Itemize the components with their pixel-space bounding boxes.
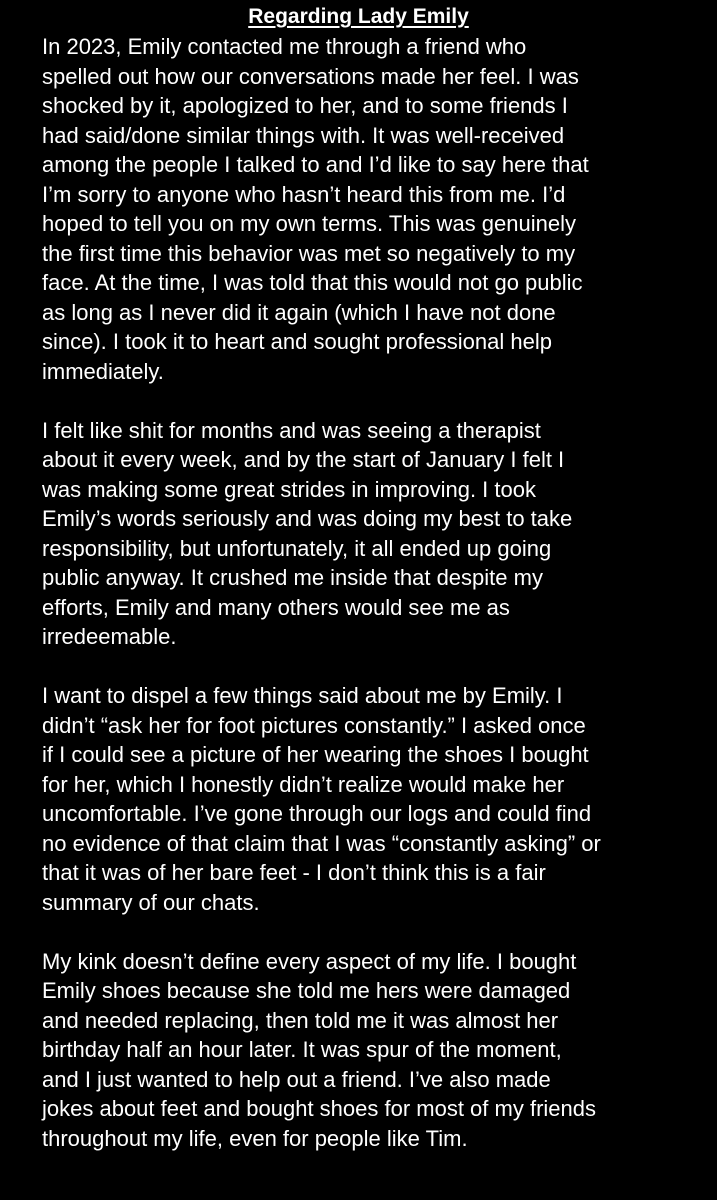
paragraph-line: that it was of her bare feet - I don’t think this is a fair bbox=[42, 860, 546, 885]
paragraph-line: summary of our chats. bbox=[42, 889, 260, 915]
paragraph-line: among the people I talked to and I’d like to say here that bbox=[42, 152, 589, 177]
paragraph-4 bbox=[42, 947, 695, 1154]
paragraph-line: In 2023, Emily contacted me through a friend who bbox=[42, 34, 527, 59]
paragraph-line: public anyway. It crushed me inside that despite my bbox=[42, 565, 543, 590]
document-title: Regarding Lady Emily bbox=[248, 5, 469, 28]
paragraph-line: and needed replacing, then told me it was almost her bbox=[42, 1007, 559, 1033]
paragraph-1 bbox=[42, 32, 695, 386]
paragraph-line: irredeemable. bbox=[42, 624, 177, 649]
paragraph-line: if I could see a picture of her wearing the shoes I bought bbox=[42, 742, 589, 767]
paragraph-line: immediately. bbox=[42, 358, 164, 384]
paragraph-line: was making some great strides in improving. I took bbox=[42, 476, 536, 502]
document-body bbox=[42, 32, 695, 1153]
paragraph-line: I want to dispel a few things said about me by Emily. I bbox=[42, 683, 563, 708]
paragraph-line: since). I took it to heart and sought professional help bbox=[42, 329, 552, 354]
paragraph-line: Emily’s words seriously and was doing my best to take bbox=[42, 506, 573, 531]
paragraph-2 bbox=[42, 416, 695, 652]
paragraph-line: hoped to tell you on my own terms. This was genuinely bbox=[42, 211, 576, 236]
paragraph-line: about it every week, and by the start of January I felt I bbox=[42, 447, 565, 472]
paragraph-line: no evidence of that claim that I was “constantly asking” or bbox=[42, 830, 601, 856]
paragraph-line: uncomfortable. I’ve gone through our logs and could find bbox=[42, 801, 592, 826]
paragraph-line: birthday half an hour later. It was spur of the moment, bbox=[42, 1037, 562, 1062]
paragraph-line: shocked by it, apologized to her, and to some friends I bbox=[42, 93, 568, 118]
paragraph-line: spelled out how our conversations made her feel. I was bbox=[42, 63, 579, 89]
paragraph-line: the first time this behavior was met so negatively to my bbox=[42, 240, 576, 266]
paragraph-line: I’m sorry to anyone who hasn’t heard this from me. I’d bbox=[42, 181, 566, 207]
paragraph-line: face. At the time, I was told that this would not go public bbox=[42, 270, 583, 295]
paragraph-line: didn’t “ask her for foot pictures constantly.” I asked once bbox=[42, 712, 586, 738]
paragraph-line: I felt like shit for months and was seeing a therapist bbox=[42, 417, 541, 443]
paragraph-line: Emily shoes because she told me hers were damaged bbox=[42, 978, 571, 1003]
paragraph-line: and I just wanted to help out a friend. I’ve also made bbox=[42, 1066, 551, 1092]
paragraph-line: responsibility, but unfortunately, it all ended up going bbox=[42, 535, 552, 561]
paragraph-line: jokes about feet and bought shoes for most of my friends bbox=[42, 1096, 596, 1121]
paragraph-line: efforts, Emily and many others would see me as bbox=[42, 594, 510, 620]
paragraph-3 bbox=[42, 681, 695, 917]
paragraph-line: as long as I never did it again (which I have not done bbox=[42, 299, 556, 325]
paragraph-line: My kink doesn’t define every aspect of my life. I bought bbox=[42, 948, 577, 974]
paragraph-line: for her, which I honestly didn’t realize would make her bbox=[42, 771, 565, 797]
paragraph-line: had said/done similar things with. It was well-received bbox=[42, 122, 565, 148]
paragraph-line: throughout my life, even for people like Tim. bbox=[42, 1125, 468, 1151]
